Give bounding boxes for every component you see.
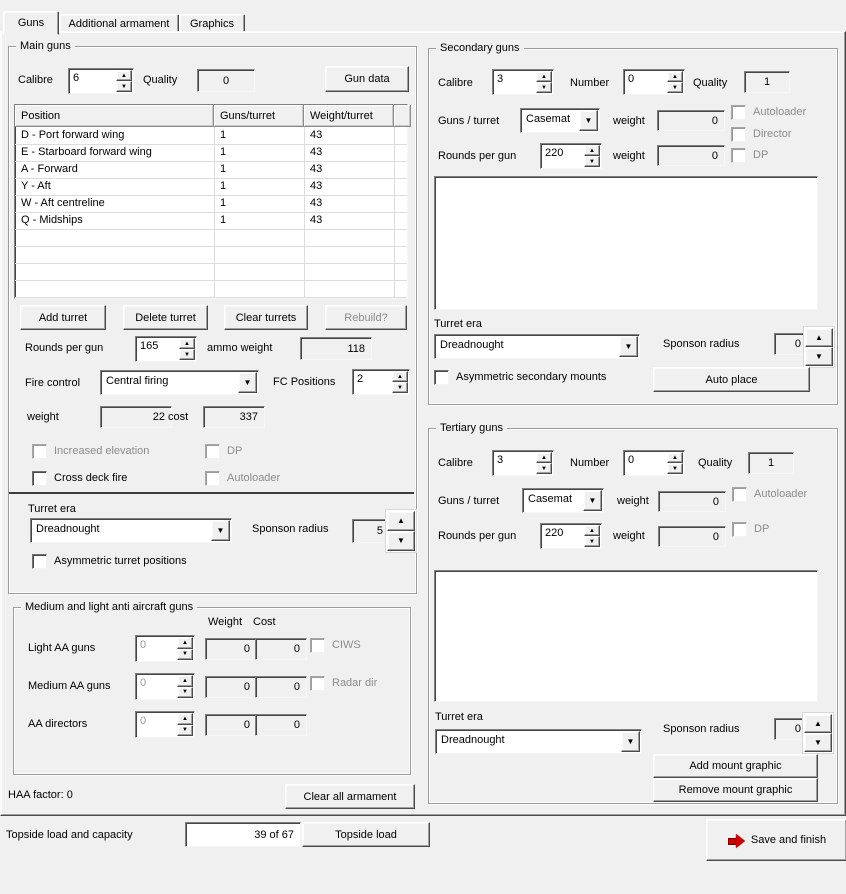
cell-empty <box>304 246 395 263</box>
cell-weight: 43 <box>304 127 395 144</box>
main-guns-separator <box>9 492 414 494</box>
cell-guns: 1 <box>214 212 305 229</box>
table-row[interactable] <box>15 178 407 196</box>
tab-additional-label: Additional armament <box>68 17 170 30</box>
dp-checkbox-main <box>205 444 242 459</box>
rebuild-button <box>325 305 407 330</box>
sec-rounds-value: 220 <box>545 147 564 159</box>
cell-position: Q - Midships <box>15 212 215 229</box>
ter-rounds-label: Rounds per gun <box>438 530 517 542</box>
add-mount-graphic-label: Add mount graphic <box>689 760 782 772</box>
checkbox-box[interactable] <box>32 554 47 569</box>
spinner-up-icon[interactable]: ▲ <box>804 714 832 733</box>
fc-positions-spinner[interactable] <box>352 369 410 395</box>
sec-weight1-field: 0 <box>657 110 725 131</box>
aa-guns-title: Medium and light anti aircraft guns <box>21 601 197 614</box>
ter-number-value: 0 <box>628 454 635 466</box>
sec-calibre-label: Calibre <box>438 77 473 89</box>
ter-number-label: Number <box>570 457 610 469</box>
auto-place-label: Auto place <box>705 373 758 386</box>
spinner-down-icon[interactable]: ▼ <box>116 81 132 92</box>
ter-weight2-field: 0 <box>658 526 726 547</box>
main-rounds-spinner[interactable] <box>135 336 197 362</box>
ter-dp-checkbox <box>732 522 769 537</box>
sec-sponson-field: 0 <box>774 333 808 355</box>
main-quality-field: 0 <box>197 69 255 92</box>
sec-quality-label: Quality <box>693 77 728 89</box>
fire-control-value: Central firing <box>106 375 169 387</box>
spinner-down-icon[interactable]: ▼ <box>667 463 683 474</box>
turret-era-dropdown-main[interactable] <box>30 518 232 543</box>
sec-autoloader-checkbox <box>731 105 806 120</box>
ter-autoloader-label: Autoloader <box>754 488 808 500</box>
spinner-up-icon[interactable]: ▲ <box>392 371 408 382</box>
radar-dir-label: Radar dir <box>332 677 378 689</box>
spinner-down-icon: ▼ <box>177 725 193 737</box>
main-cost-field: 337 <box>203 406 265 428</box>
spinner-down-icon[interactable]: ▼ <box>387 531 415 551</box>
fc-positions-label: FC Positions <box>273 376 336 388</box>
topside-load-field: 39 of 67 <box>185 822 301 847</box>
cell-empty <box>15 246 215 263</box>
spinner-up-icon[interactable]: ▲ <box>179 338 195 349</box>
spinner-down-icon[interactable]: ▼ <box>584 156 600 167</box>
ter-guns-turret-value: Casemat <box>528 493 573 505</box>
turret-era-label-main: Turret era <box>28 503 76 515</box>
save-arrow-icon <box>727 834 745 847</box>
medium-aa-value: 0 <box>140 677 147 689</box>
ter-quality-label: Quality <box>698 457 733 469</box>
sec-turret-era-value: Dreadnought <box>440 339 504 351</box>
aa-weight-header: Weight <box>208 616 243 628</box>
checkbox-box <box>205 471 220 486</box>
ter-calibre-spinner[interactable] <box>492 450 554 476</box>
aa-directors-weight-field: 0 <box>205 714 257 736</box>
sec-rounds-label: Rounds per gun <box>438 150 517 162</box>
spinner-down-icon: ▼ <box>177 687 193 699</box>
aa-directors-value: 0 <box>140 715 147 727</box>
sec-sponson-updown[interactable] <box>803 326 835 368</box>
cell-position: D - Port forward wing <box>15 127 215 144</box>
ter-sponson-label: Sponson radius <box>663 723 740 735</box>
weight-label: weight <box>27 411 59 423</box>
sec-weight2-field: 0 <box>657 145 725 166</box>
quality-label: Quality <box>143 74 178 86</box>
cell-empty <box>214 263 305 280</box>
dropdown-arrow-icon[interactable]: ▼ <box>238 372 257 393</box>
spinner-up-icon[interactable]: ▲ <box>584 145 600 156</box>
medium-aa-cost-field: 0 <box>255 676 307 698</box>
checkbox-box[interactable] <box>434 370 449 385</box>
cross-deck-fire-label: Cross deck fire <box>54 472 128 484</box>
ammo-weight-field: 118 <box>300 337 372 360</box>
column-header-filler <box>394 105 411 127</box>
light-aa-value: 0 <box>140 639 147 651</box>
ter-guns-turret-dropdown[interactable] <box>522 488 604 513</box>
ter-number-spinner[interactable] <box>623 450 685 476</box>
spinner-up-icon[interactable]: ▲ <box>667 71 683 82</box>
main-calibre-value: 6 <box>73 72 80 84</box>
asymmetric-secondary-mounts-label: Asymmetric secondary mounts <box>456 371 607 383</box>
main-weight-field: 22 <box>100 406 172 428</box>
secondary-mounts-listbox[interactable] <box>434 176 818 310</box>
sec-autoloader-label: Autoloader <box>753 106 807 118</box>
spinner-up-icon[interactable]: ▲ <box>805 328 833 347</box>
spinner-down-icon: ▼ <box>177 649 193 661</box>
dropdown-arrow-icon[interactable]: ▼ <box>619 336 638 357</box>
ter-weight1-field: 0 <box>658 491 726 512</box>
sec-rounds-spinner[interactable] <box>540 143 602 169</box>
sponson-radius-updown-main[interactable] <box>385 509 417 553</box>
cell-guns: 1 <box>214 178 305 195</box>
clear-turrets-label: Clear turrets <box>235 311 297 324</box>
checkbox-box <box>32 444 47 459</box>
remove-mount-graphic-button[interactable] <box>653 778 818 802</box>
checkbox-box <box>310 638 325 653</box>
clear-all-armament-button[interactable] <box>285 784 415 809</box>
main-calibre-spinner[interactable] <box>68 68 134 94</box>
medium-aa-spinner <box>135 673 195 700</box>
spinner-down-icon[interactable]: ▼ <box>667 82 683 93</box>
add-turret-button[interactable] <box>20 305 106 330</box>
cell-guns: 1 <box>214 144 305 161</box>
ter-quality-field: 1 <box>748 452 794 474</box>
medium-aa-weight-field: 0 <box>205 676 257 698</box>
cell-empty <box>304 263 395 280</box>
ter-weight1-label: weight <box>617 495 649 507</box>
sec-number-value: 0 <box>628 73 635 85</box>
checkbox-box[interactable] <box>32 471 47 486</box>
cell-empty <box>15 229 215 246</box>
table-row[interactable] <box>15 144 407 162</box>
sec-guns-turret-value: Casemat <box>526 113 571 125</box>
add-mount-graphic-button[interactable] <box>653 754 818 778</box>
cell-weight: 43 <box>304 144 395 161</box>
autoloader-checkbox-main <box>205 471 280 486</box>
light-aa-spinner <box>135 635 195 662</box>
gun-data-button[interactable] <box>325 66 409 92</box>
sec-number-label: Number <box>570 77 610 89</box>
cell-weight: 43 <box>304 195 395 212</box>
ammo-weight-label: ammo weight <box>207 342 273 354</box>
spinner-up-icon: ▲ <box>177 713 193 725</box>
spinner-up-icon[interactable]: ▲ <box>536 452 552 463</box>
table-row-empty[interactable] <box>15 229 407 247</box>
cell-empty <box>214 229 305 246</box>
checkbox-box <box>732 487 747 502</box>
aa-directors-spinner <box>135 711 195 738</box>
spinner-down-icon[interactable]: ▼ <box>179 349 195 360</box>
sec-director-checkbox <box>731 127 792 142</box>
rebuild-label: Rebuild? <box>344 311 388 324</box>
sec-dp-checkbox <box>731 148 768 163</box>
tab-guns-label: Guns <box>17 17 45 29</box>
cell-guns: 1 <box>214 127 305 144</box>
topside-load-button-label: Topside load <box>335 828 397 841</box>
cell-position: A - Forward <box>15 161 215 178</box>
spinner-up-icon[interactable]: ▲ <box>584 525 600 536</box>
main-guns-title: Main guns <box>16 40 75 53</box>
checkbox-box <box>731 105 746 120</box>
spinner-up-icon: ▲ <box>177 637 193 649</box>
spinner-down-icon[interactable]: ▼ <box>392 382 408 393</box>
tab-graphics-label: Graphics <box>189 17 235 30</box>
table-row-empty[interactable] <box>15 280 407 298</box>
spinner-up-icon[interactable]: ▲ <box>116 70 132 81</box>
delete-turret-button[interactable] <box>123 305 208 330</box>
light-aa-weight-field: 0 <box>205 638 257 660</box>
topside-load-button[interactable] <box>302 822 430 847</box>
cell-position: E - Starboard forward wing <box>15 144 215 161</box>
tertiary-mounts-listbox[interactable] <box>434 570 818 702</box>
spinner-up-icon[interactable]: ▲ <box>667 452 683 463</box>
spinner-down-icon[interactable]: ▼ <box>536 463 552 474</box>
checkbox-box <box>310 676 325 691</box>
aa-directors-cost-field: 0 <box>255 714 307 736</box>
sec-sponson-label: Sponson radius <box>663 338 740 350</box>
topside-load-label: Topside load and capacity <box>6 829 133 841</box>
dropdown-arrow-icon[interactable]: ▼ <box>621 731 640 752</box>
aa-directors-label: AA directors <box>28 718 88 730</box>
table-row[interactable] <box>15 127 407 145</box>
ter-rounds-spinner[interactable] <box>540 523 602 549</box>
medium-aa-label: Medium AA guns <box>28 680 111 692</box>
sec-guns-turret-dropdown[interactable] <box>520 108 600 133</box>
save-and-finish-label: Save and finish <box>750 834 827 846</box>
sponson-radius-field-main: 5 <box>352 519 390 543</box>
rounds-per-gun-label: Rounds per gun <box>25 342 104 354</box>
cell-position: Y - Aft <box>15 178 215 195</box>
cell-weight: 43 <box>304 178 395 195</box>
ter-weight2-label: weight <box>613 530 645 542</box>
radar-dir-checkbox <box>310 676 377 691</box>
ter-rounds-value: 220 <box>545 527 564 539</box>
spinner-up-icon: ▲ <box>177 675 193 687</box>
table-row[interactable] <box>15 195 407 213</box>
auto-place-button[interactable] <box>653 367 810 392</box>
add-turret-label: Add turret <box>38 311 88 324</box>
ciws-label: CIWS <box>332 639 361 651</box>
ter-guns-turret-label: Guns / turret <box>438 495 500 507</box>
dp-label: DP <box>227 445 243 457</box>
table-row-empty[interactable] <box>15 263 407 281</box>
sec-dp-label: DP <box>753 149 769 161</box>
table-row[interactable] <box>15 212 407 230</box>
cell-empty <box>214 246 305 263</box>
spinner-up-icon[interactable]: ▲ <box>536 71 552 82</box>
ter-sponson-updown[interactable] <box>802 712 834 754</box>
light-aa-label: Light AA guns <box>28 642 96 654</box>
asymmetric-turret-positions-checkbox[interactable] <box>32 554 187 569</box>
gun-data-label: Gun data <box>344 73 390 85</box>
sec-turret-era-label: Turret era <box>434 318 482 330</box>
checkbox-box <box>205 444 220 459</box>
sec-turret-era-dropdown[interactable] <box>434 334 640 359</box>
column-header-weight-per-turret[interactable]: Weight/turret <box>304 105 394 127</box>
clear-all-armament-label: Clear all armament <box>303 790 397 803</box>
spinner-up-icon[interactable]: ▲ <box>387 511 415 531</box>
cell-weight: 43 <box>304 161 395 178</box>
cell-weight: 43 <box>304 212 395 229</box>
checkbox-box <box>731 127 746 142</box>
sec-calibre-value: 3 <box>497 73 504 85</box>
cross-deck-fire-checkbox[interactable] <box>32 471 127 486</box>
ter-turret-era-value: Dreadnought <box>441 734 505 746</box>
ciws-checkbox <box>310 638 361 653</box>
ter-calibre-value: 3 <box>497 454 504 466</box>
aa-cost-header: Cost <box>253 616 276 628</box>
sec-guns-turret-label: Guns / turret <box>438 115 500 127</box>
haa-factor-label: HAA factor: 0 <box>8 789 73 801</box>
asymmetric-turret-positions-label: Asymmetric turret positions <box>54 555 187 567</box>
cell-empty <box>15 263 215 280</box>
ter-autoloader-checkbox <box>732 487 807 502</box>
sec-calibre-spinner[interactable] <box>492 69 554 95</box>
dropdown-arrow-icon[interactable]: ▼ <box>579 110 598 131</box>
cost-label: cost <box>168 411 189 423</box>
spinner-down-icon[interactable]: ▼ <box>536 82 552 93</box>
ter-dp-label: DP <box>754 523 770 535</box>
dropdown-arrow-icon[interactable]: ▼ <box>211 520 230 541</box>
cell-empty <box>304 280 395 297</box>
sec-director-label: Director <box>753 128 792 140</box>
column-header-guns-per-turret[interactable]: Guns/turret <box>214 105 304 127</box>
active-tab-join <box>4 31 56 33</box>
secondary-guns-title: Secondary guns <box>436 42 524 55</box>
checkbox-box <box>731 148 746 163</box>
delete-turret-label: Delete turret <box>135 311 196 324</box>
sec-number-spinner[interactable] <box>623 69 685 95</box>
cell-empty <box>15 280 215 297</box>
table-row[interactable] <box>15 161 407 179</box>
cell-empty <box>214 280 305 297</box>
remove-mount-graphic-label: Remove mount graphic <box>678 784 793 796</box>
cell-guns: 1 <box>214 195 305 212</box>
spinner-down-icon[interactable]: ▼ <box>805 347 833 366</box>
cell-position: W - Aft centreline <box>15 195 215 212</box>
fire-control-dropdown[interactable] <box>100 370 259 395</box>
spinner-down-icon[interactable]: ▼ <box>804 733 832 752</box>
ter-turret-era-dropdown[interactable] <box>435 729 642 754</box>
sec-weight1-label: weight <box>613 115 645 127</box>
increased-elevation-label: Increased elevation <box>54 445 150 457</box>
ter-turret-era-label: Turret era <box>435 711 483 723</box>
main-rounds-value: 165 <box>140 340 159 352</box>
calibre-label: Calibre <box>18 74 53 86</box>
fc-positions-value: 2 <box>357 373 364 385</box>
tertiary-guns-title: Tertiary guns <box>436 422 507 435</box>
cell-empty <box>304 229 395 246</box>
sec-quality-field: 1 <box>744 71 790 93</box>
sponson-radius-label-main: Sponson radius <box>252 523 329 535</box>
dropdown-arrow-icon[interactable]: ▼ <box>583 490 602 511</box>
sec-weight2-label: weight <box>613 150 645 162</box>
clear-turrets-button[interactable] <box>224 305 308 330</box>
autoloader-label: Autoloader <box>227 472 281 484</box>
checkbox-box <box>732 522 747 537</box>
column-header-position[interactable]: Position <box>15 105 214 127</box>
ter-calibre-label: Calibre <box>438 457 473 469</box>
save-and-finish-button[interactable] <box>706 819 846 861</box>
increased-elevation-checkbox <box>32 444 149 459</box>
turret-table[interactable] <box>14 104 408 299</box>
asymmetric-secondary-mounts-checkbox[interactable] <box>434 370 606 385</box>
turret-era-value-main: Dreadnought <box>36 523 100 535</box>
ter-sponson-field: 0 <box>774 718 808 740</box>
spinner-down-icon[interactable]: ▼ <box>584 536 600 547</box>
cell-guns: 1 <box>214 161 305 178</box>
table-row-empty[interactable] <box>15 246 407 264</box>
fire-control-label: Fire control <box>25 377 81 389</box>
light-aa-cost-field: 0 <box>255 638 307 660</box>
